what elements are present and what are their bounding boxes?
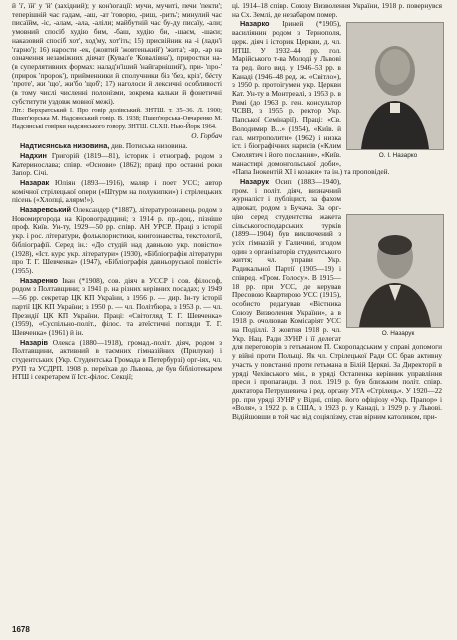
entry-body: див. Потиська низовина. (111, 141, 188, 151)
entry-body: Олександер (*1887), літературознавець родом з Новомиргорода на Кіровоградщині; з 1914 р. пр.-доц., пізніше проф. Київ. Ун-ту, 1929—50 рр. співр. АН УРСР. Праці з історії укр. і рос. літератури, фольклористики, книгознавства, текстології, бібліографії. Серед ін.: «До студій над давньою укр. повістю» (1928), «Іст. курс укр. літератури» (1930), «Бібліографія літератури про Т. Г. Шевченка» (1947), «Бібліографія давньоруської повісті» (1955). (12, 205, 222, 275)
entry-nazarak (12, 179, 222, 205)
entry-headword: Назарук (240, 177, 270, 187)
photo-figure-nazarko (346, 22, 442, 160)
entry-body: Юліян (1893—1916), маляр і поет УСС; автор комічної стрілецької опери («Штурм на полукипки») і стрілецьких пісень («Хлопці, алярм!»). (12, 177, 222, 205)
right-column (232, 2, 442, 422)
entry-body: Іван (*1908), сов. діяч в УССР і сов. філософ, родом з Полтавщини; з 1941 р. на різних керівних посадах; у 1949—56 рр. секретар ЦК КП України, з 1956 р. — дир. Ін-ту історії партії ЦК КП України; з 1950 р. — чл. Політбюра, з 1953 р. — чл. Президії ЦК КП України. Праці: «Світогляд Т. Г. Шевченка» (1959), «Суспільно-політ., філос. та атеїстичні погляди Т. Г. Шевченка» (1961) й ін. (12, 275, 222, 337)
photo-figure-nazaruk (346, 214, 442, 338)
entry-headword: Надхин (20, 150, 47, 160)
photo-caption: О. І. Назарко (378, 152, 418, 160)
continued-text: ці. 1914–18 співр. Союзу Визволення України, 1918 р. повернувся на Сх. Землі, де незабаром помер. (232, 1, 442, 19)
entry-nazarevskyi (12, 206, 222, 276)
entry-body: Іриней (*1905), василіянин родом з Тернополя, церк. діяч і історик Церкви, д. чл. НТШ. У 1932–44 рр. гол. Марійського т-ва Молоді у Львові та ред. його вид. у 1946–53 рр. в Канаді (1946–48 ред. ж. «Світло»), з 1950 р. протоігумен укр. Церкви Кат. Ун-ту в Монтреалі, з 1953 р. в Римі (до 1963 р. ген. консультор ЧСВВ, з 1955 р. ректор Укр. Папської Семінарії). Праці: «Св. Володимир В...» (1954), «Київ. й гал. митрополити» (1962) і низка іст. і біографічних нарисів («Клим Смолятич і його послання», «Київ. манастирі домонгольської доби», «Папа Інокентій XI і козаки» та ін.) та проповідей. (232, 19, 390, 177)
entry-nadtysianska (12, 142, 222, 151)
entry-body: Олекса (1880—1918), громад.-політ. діяч, родом з Полтавщини, активний в таємних гімназійних (Прилуки) і студентських (Укр. Студентська Громада в Петербурзі) орг-іях, чл. РУП та УСДРП. 1908 р. переїхав до Львова, де був бібліотекарем НТШ і секретарем її Іст.-філос. Секції; (12, 337, 222, 382)
page-number: 1678 (12, 625, 30, 634)
entry-headword: Назарак (20, 177, 50, 187)
entry-body: Осип (1883—1940), гром. і політ. діяч, визначний журналіст і публіцист, за фахом адвокат, родом з Бучача. За орг-цію серед студентства жакета сільськогосподарських турків (1899—1904) був виключений з усіх гімназій у Галичині, згодом один з організаторів студентського життя; чл. управи Укр. Радикальної Партії (1905—19) і співред. «Гром. Голосу». В 1915—18 рр. при УСС, де керував Пресовою Квартирою УСС (1915), особисто редагував «Вістника Союзу Визволення України», а в 1918 р. очолював Комісаріят УСС на Поділлі. З жовтня 1918 р. чл. Укр. Нац. Ради ЗУНР і її делегат для переговорів з гетьманом П. Скоропадським у справі допомоги у війні проти Польщі. Як чл. Стрілецької Ради СС брав активну участь у повстанні проти гетьмана в Білій Церкві. За Директорії в уряді Чехівського мін., в уряді Остапенка керівник управління преси і пропаганди. З пол. 1919 р. був близьким політ. співр. диктатора Петрушевича і ред. органу УГА «Стрілець». У 1920—22 рр. при уряді ЗУНР у Відні, співр. його офіціозу «Укр. Прапор» і «Воля», з 1922 р. в США, з 1923 р. у Канаді, з 1929 р. у Львові. Відійшовши в той час від соціялізму, став вірним католиком, при- (232, 177, 442, 422)
entry-headword: Назаренко (20, 275, 58, 285)
entry-headword: Назаревський (20, 205, 71, 215)
portrait-photo-icon (346, 22, 444, 150)
entry-nazaruk (232, 178, 442, 422)
portrait-photo-icon (346, 214, 444, 328)
article-signature: О. Горбач (191, 131, 222, 141)
entry-nazarenko (12, 277, 222, 338)
entry-headword: Надтисянська низовина, (20, 141, 110, 151)
photo-caption: О. Назарук (381, 330, 415, 338)
entry-nadkhyn (12, 152, 222, 178)
entry-nazarko (232, 20, 442, 177)
entry-body: Григорій (1819—81), історик і етнограф, родом з Катеринослава; співр. «Основи» (1862); праці про останні роки Запор. Січі. (12, 150, 222, 178)
entry-headword: Назарів (20, 337, 48, 347)
literature-references: Літ.: Верхратський І. Про говір долівський. ЗНТШ. т. 35–36. Л. 1900; Пшеп'юрська М. Надсянський говір. В. 1938; Пшеп'юрська-Овчаренко М. Надсянські говірки надсянського говору. ЗНТШ. CLXII. Нью-Йорк 1964. (12, 107, 222, 131)
dialect-description: й 'і', їй' у 'й' (західний); у кон'югації: мучи, мучиті, печи 'пекти'; теперішній час гадам, -аш, -ат 'говорю, -риш, -рить'; минулий час писаїйм, -іс, -алам, -ала, -аліли; майбутній час бу-ду писаїу, -али; умовний спосіб худію бим, -баш, худію би, -шаєм, -шаєи; наказовий спосіб хот', ход'му, хот'іть; 15) присвійник на -і (ладн'і 'гарно'); 16) нарости -ек, (жовтий 'жовтенький') 'жита'; -вр, -ар на означення незаміжних дівчат (Кувал'е 'Ковалівна'), приростки на- (в суперлятивних формах: налад'н'іший 'найгарніший'), при- 'про-' (прирок 'пророк'), прийменники й сполучники бiз 'без, крiз', бéсту 'проте', жи 'що', жи'бо 'щоб'; 17) наголоси й лексичні особливості (в тому числі численні полонізми, зокрема кальки й фонетичні субститути уздовж мовної межі). (12, 1, 222, 106)
entry-headword: Назарко (240, 19, 270, 29)
entry-nazariv (12, 339, 222, 383)
left-column (12, 2, 222, 382)
